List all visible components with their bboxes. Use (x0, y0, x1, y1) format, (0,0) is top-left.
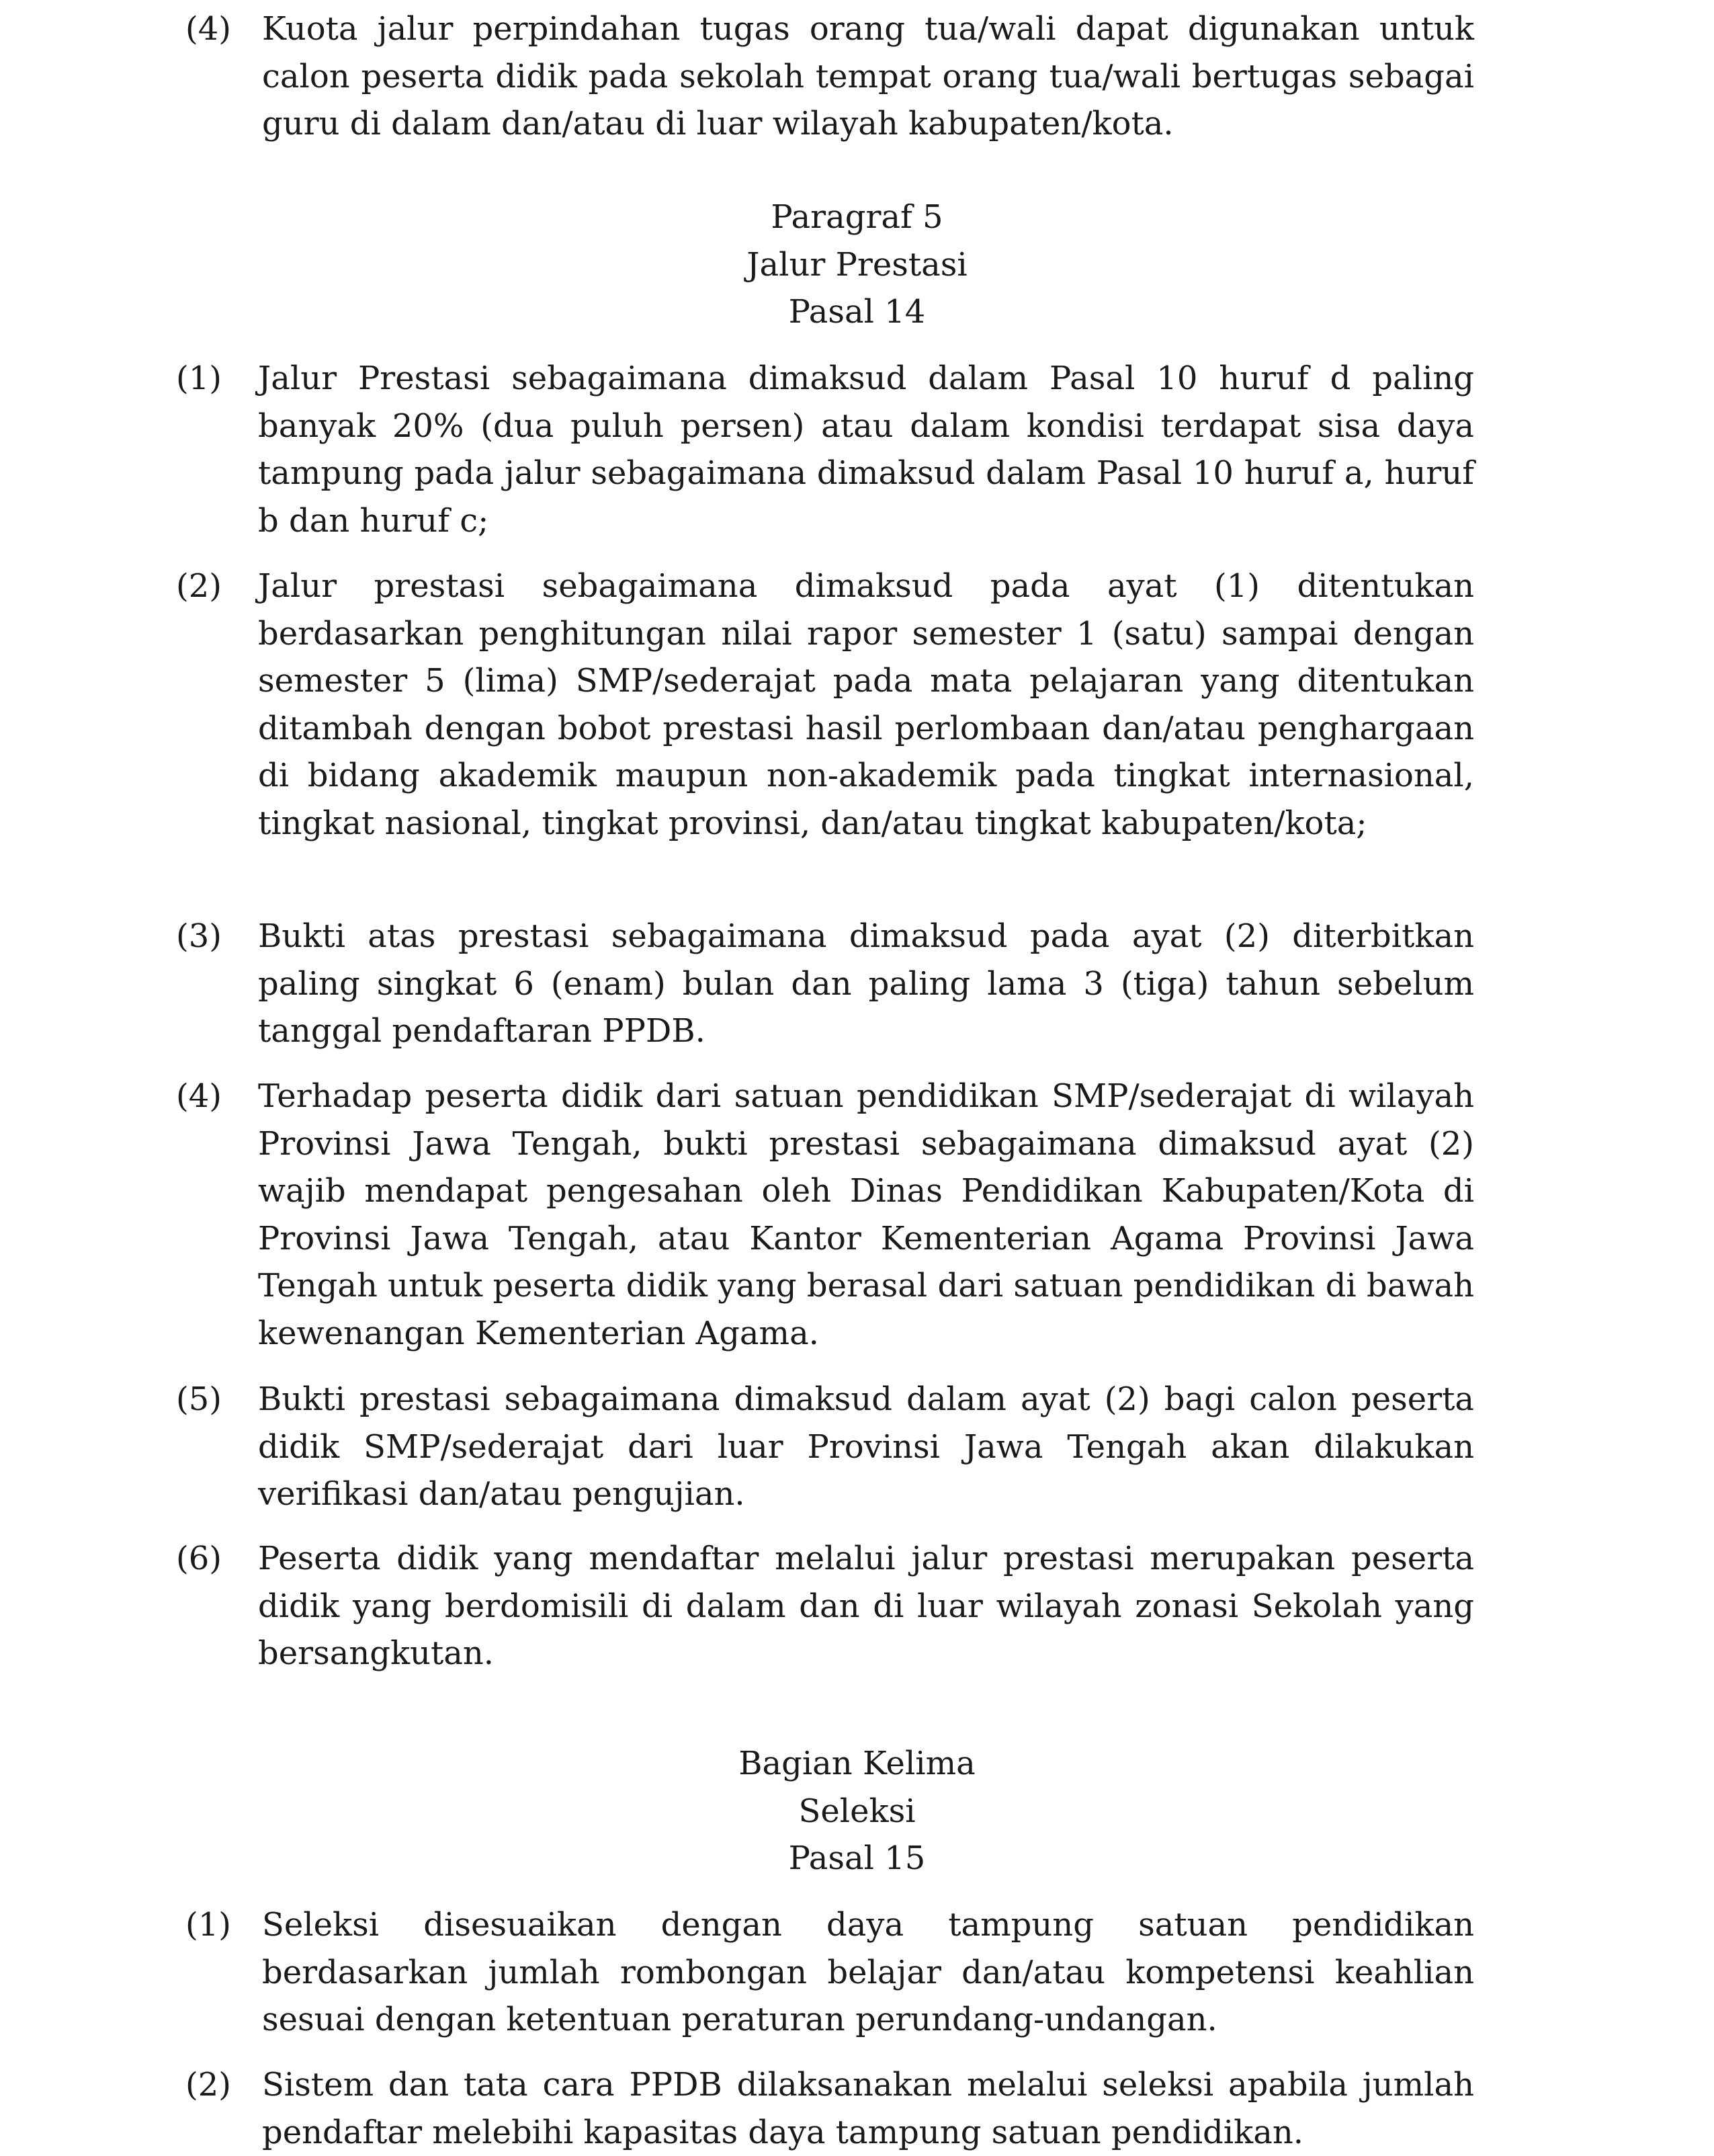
ayat-number: (1) (176, 360, 222, 397)
ayat-number: (2) (185, 2066, 231, 2104)
heading-line-3: Pasal 15 (788, 1839, 926, 1877)
ayat-text: Terhadap peserta didik dari satuan pendidikan SMP/sederajat di wilayah Provinsi Jawa Tengah, bukti prestasi sebagaimana dimaksud ayat (2) wajib mendapat pengesahan oleh Dinas Pendidikan Kabupaten/Kota di Provinsi Jawa Tengah, atau Kantor Kementerian Agama Provinsi Jawa Tengah untuk peserta didik yang berasal dari satuan pendidikan di bawah kewenangan Kementerian Agama. (258, 1077, 1474, 1352)
pasal15-ayat-2 (176, 2061, 1474, 2156)
ayat-number: (4) (185, 10, 231, 48)
pasal14-ayat-5 (176, 1376, 1474, 1518)
ayat-text: Bukti atas prestasi sebagaimana dimaksud pada ayat (2) diterbitkan paling singkat 6 (enam) bulan dan paling lama 3 (tiga) tahun sebelum tanggal pendaftaran PPDB. (258, 917, 1474, 1050)
pasal15-ayat-1 (176, 1901, 1474, 2044)
ayat-number: (6) (176, 1540, 222, 1577)
ayat-number: (2) (176, 567, 222, 605)
section-heading-paragraf-5 (0, 194, 1714, 336)
pasal13-ayat-4 (176, 5, 1474, 148)
pasal14-ayat-1 (176, 355, 1474, 544)
pasal14-ayat-2 (176, 563, 1474, 847)
heading-line-2: Jalur Prestasi (746, 245, 968, 284)
section-heading-bagian-kelima (0, 1740, 1714, 1882)
ayat-number: (5) (176, 1380, 222, 1418)
ayat-number: (3) (176, 917, 222, 955)
ayat-text: Jalur prestasi sebagaimana dimaksud pada ayat (1) ditentukan berdasarkan penghitungan nilai rapor semester 1 (satu) sampai dengan semester 5 (lima) SMP/sederajat pada mata pelajaran yang ditentukan ditambah dengan bobot prestasi hasil perlombaan dan/atau penghargaan di bidang akademik maupun non-akademik pada tingkat internasional, tingkat nasional, tingkat provinsi, dan/atau tingkat kabupaten/kota; (258, 567, 1474, 842)
ayat-text: Seleksi disesuaikan dengan daya tampung satuan pendidikan berdasarkan jumlah rombongan belajar dan/atau kompetensi keahlian sesuai dengan ketentuan peraturan perundang-undangan. (262, 1906, 1474, 2038)
ayat-text: Jalur Prestasi sebagaimana dimaksud dalam Pasal 10 huruf d paling banyak 20% (dua puluh persen) atau dalam kondisi terdapat sisa daya tampung pada jalur sebagaimana dimaksud dalam Pasal 10 huruf a, huruf b dan huruf c; (258, 360, 1474, 540)
heading-line-1: Bagian Kelima (738, 1745, 976, 1782)
ayat-text: Peserta didik yang mendaftar melalui jalur prestasi merupakan peserta didik yang berdomisili di dalam dan di luar wilayah zonasi Sekolah yang bersangkutan. (258, 1540, 1474, 1672)
heading-line-2: Seleksi (798, 1792, 916, 1830)
ayat-number: (1) (185, 1906, 231, 1944)
heading-line-3: Pasal 14 (788, 293, 926, 331)
ayat-text: Kuota jalur perpindahan tugas orang tua/wali dapat digunakan untuk calon peserta didik pada sekolah tempat orang tua/wali bertugas sebagai guru di dalam dan/atau di luar wilayah kabupaten/kota. (262, 10, 1474, 142)
pasal14-ayat-4 (176, 1073, 1474, 1357)
ayat-text: Sistem dan tata cara PPDB dilaksanakan melalui seleksi apabila jumlah pendaftar melebihi kapasitas daya tampung satuan pendidikan. (262, 2066, 1474, 2151)
pasal14-ayat-3 (176, 913, 1474, 1055)
ayat-number: (4) (176, 1077, 222, 1115)
heading-line-1: Paragraf 5 (771, 198, 943, 236)
pasal14-ayat-6 (176, 1535, 1474, 1677)
ayat-text: Bukti prestasi sebagaimana dimaksud dalam ayat (2) bagi calon peserta didik SMP/sederajat dari luar Provinsi Jawa Tengah akan dilakukan verifikasi dan/atau pengujian. (258, 1380, 1474, 1513)
